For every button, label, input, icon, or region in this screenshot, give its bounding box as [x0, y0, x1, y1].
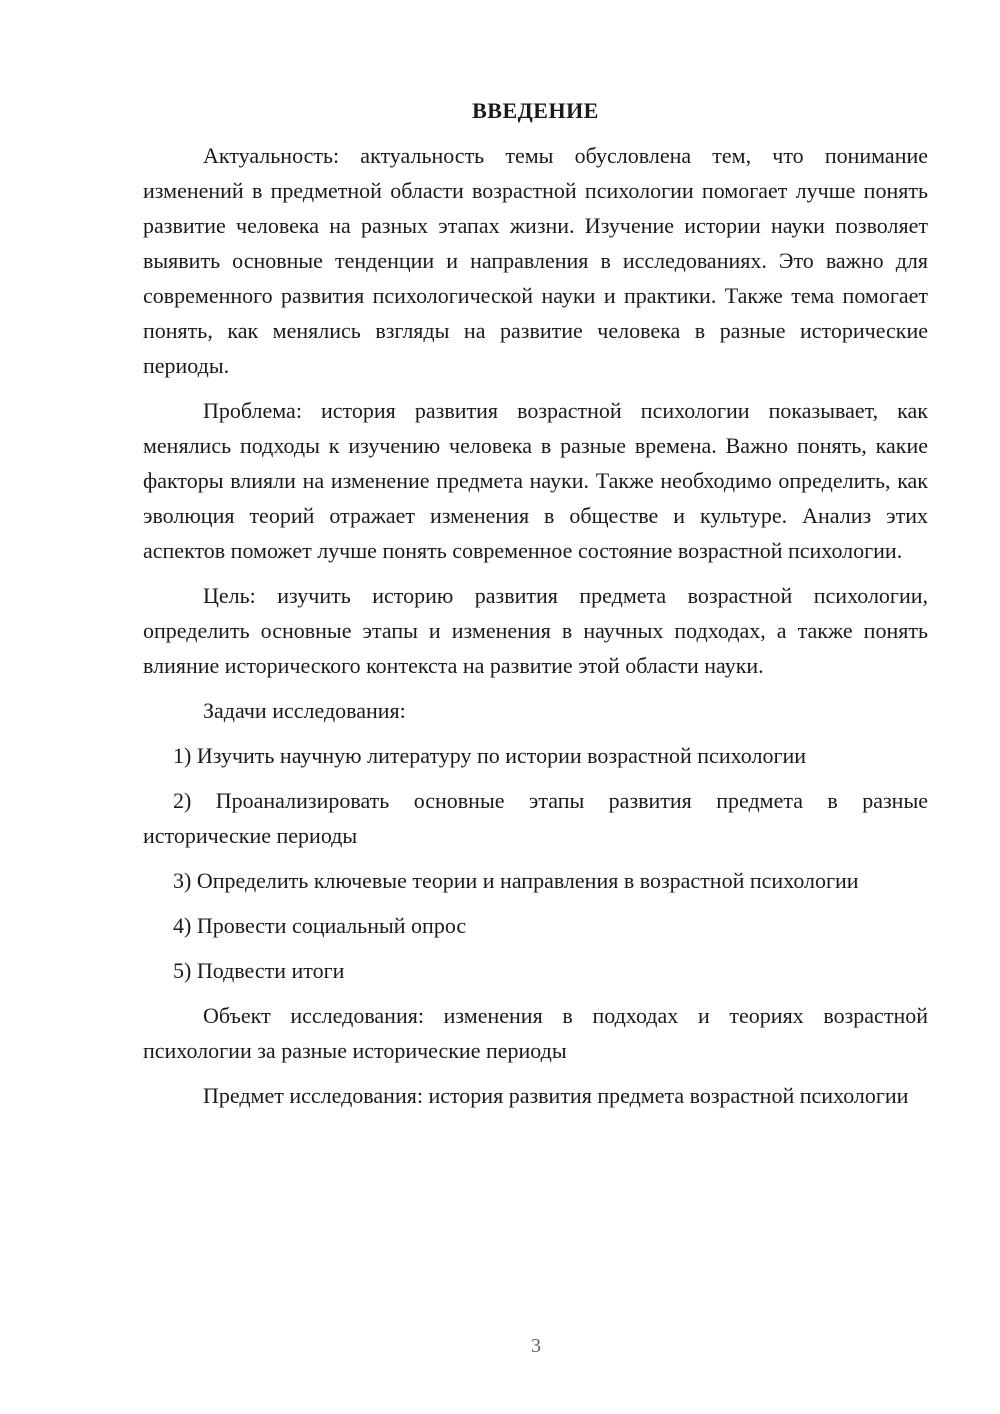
- task-item-5: 5) Подвести итоги: [173, 958, 345, 983]
- task-item-2: 2) Проанализировать основные этапы развития предмета в разные исторические периоды: [143, 788, 928, 848]
- page-number: 3: [531, 1335, 541, 1357]
- relevance-paragraph: Актуальность: актуальность темы обусловлена тем, что понимание изменений в предметной области возрастной психологии помогает лучше понять развитие человека на разных этапах жизни. Изучение истории науки позволяет выявить основные тенденции и направления в исследованиях. Это важно для современного развития психологической науки и практики. Также тема помогает понять, как менялись взгляды на развитие человека в разные исторические периоды.: [143, 143, 928, 378]
- subject-paragraph: Предмет исследования: история развития предмета возрастной психологии: [203, 1083, 909, 1108]
- task-item-3: 3) Определить ключевые теории и направления в возрастной психологии: [173, 868, 859, 893]
- task-item-4: 4) Провести социальный опрос: [173, 913, 467, 938]
- task-item-1: 1) Изучить научную литературу по истории возрастной психологии: [173, 743, 807, 768]
- page-content: [143, 96, 928, 1123]
- tasks-heading: Задачи исследования:: [203, 698, 406, 723]
- section-title: ВВЕДЕНИЕ: [472, 98, 599, 123]
- object-paragraph: Объект исследования: изменения в подходах и теориях возрастной психологии за разные исторические периоды: [143, 1003, 928, 1063]
- goal-paragraph: Цель: изучить историю развития предмета возрастной психологии, определить основные этапы и изменения в научных подходах, а также понять влияние исторического контекста на развитие этой области науки.: [143, 583, 928, 678]
- problem-paragraph: Проблема: история развития возрастной психологии показывает, как менялись подходы к изучению человека в разные времена. Важно понять, какие факторы влияли на изменение предмета науки. Также необходимо определить, как эволюция теорий отражает изменения в обществе и культуре. Анализ этих аспектов поможет лучше понять современное состояние возрастной психологии.: [143, 398, 928, 563]
